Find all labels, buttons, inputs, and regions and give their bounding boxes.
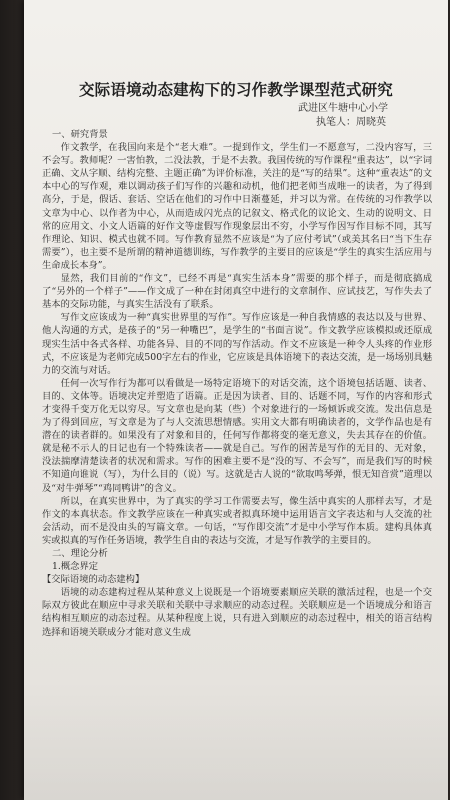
document-body	[42, 128, 432, 639]
paragraph: 语境的动态建构过程从某种意义上说既是一个语境要素顺应关联的激活过程，也是一个交际双方彼此在顺应中寻求关联和关联中寻求顺应的动态过程。关联顺应是一个语境成分和语言结构相互顺应的动态过程。从某种程度上说，只有进入到顺应的动态过程中，相关的语言结构选择和语境关联成分才能对意义生成	[42, 587, 432, 638]
paragraph: 写作文应该成为一种“真实世界里的写作”。写作应该是一种自我情感的表达以及与世界、他人沟通的方式，是孩子的“另一种嘴巴”，是学生的“书面言说”。作文教学应该模拟或还原成现实生活中各式各样、功能各异、目的不同的写作活动。作文不应该是一种令人头疼的作业形式，不应该是为老师完成500字左右的作业，它应该是具体语境下的表达交流，是一场场别具魅力的交流与对话。	[42, 312, 432, 376]
term-heading: 【交际语境的动态建构】	[42, 574, 145, 586]
subsection-heading-definition: 1.概念界定	[52, 561, 99, 573]
paragraph: 显然，我们目前的“作文”，已经不再是“真实生活本身”需要的那个样子，而是彻底搞成了“另外的一个样子”——作文成了一种在封闭真空中进行的文章制作、应试技艺，写作失去了基本的交际功能，与真实生活没有了联系。	[42, 273, 432, 311]
document-page	[24, 0, 448, 800]
paragraph: 作文教学，在我国向来是个“老大难”。一提到作文，学生们一不愿意写，二没内容写，三不会写。教师呢？一害怕教，二没法教，于是不去教。我国传统的写作课程“重表达”，以“字词正确、文从字顺、结构完整、主题正确”为评价标准，关注的是“写的结果”。这种“重表达”的文本中心的写作观，难以调动孩子们写作的兴趣和动机，他们把老师当成唯一的读者，为了得到高分，于是，假话、套话、空话在他们的习作中日渐蔓延，并习以为常。在传统的习作教学以文章为中心、以作者为中心，从而造成闪光点的记叙文、格式化的议论文、生动的说明文、日常的应用文、小文人语篇的好作文等虚假写作现象层出不穷，小学写作因写作目标不同，其写作理论、知识、模式也就不同。写作教育显然不应该是“为了应付考试”（或美其名曰“当下生存需要”），也主要不是所谓的精神道德训练，写作教学的主要目的应该是“学生的真实生活应用与生命成长本身”。	[42, 142, 432, 271]
paragraph: 所以，在真实世界中，为了真实的学习工作需要去写，像生活中真实的人那样去写，才是作文的本真状态。作文教学应该在一种真实或者拟真环境中运用语言文字表达和与人交流的社会活动，而不是没由头的写篇文章。一句话，“写作即交流”才是中小学写作本质。建构具体真实或拟真的写作任务语境，教学生自由的表达与交流，才是写作教学的主要目的。	[42, 495, 432, 546]
school-name: 武进区牛塘中心小学	[298, 103, 388, 114]
author-line: 执笔人：周晓英	[316, 117, 386, 128]
page-shadow	[24, 680, 448, 800]
paragraph: 任何一次写作行为都可以看做是一场特定语境下的对话交流，这个语境包括话题、读者、目的、文体等。语境决定并塑造了语篇。正是因为读者、目的、话题不同，写作的内容和形式才变得千变万化无以穷尽。写文章也是向某（些）个对象进行的一场倾诉或交流。发出信息是为了得到回应，写文章是为了与人交流思想情感。实用文大都有明确读者的，文学作品也是有潜在的读者群的。如果没有了对象和目的，任何写作都将变的毫无意义，失去其存在的价值。就是秘不示人的日记也有一个特殊读者——就是自己。写作的困苦是写作的无目的、无对象，没法揣摩清楚读者的状况和需求。写作的困难主要不是“没的写、不会写”，而是我们写的时候不知道向谁说（写），为什么目的（说）写。这就是古人说的“欲取鸣琴弹，恨无知音赏”道理以及“对牛弹琴”“鸡同鸭讲”的含义。	[42, 377, 432, 494]
section-heading-theory: 二、理论分析	[52, 548, 108, 559]
section-heading-background: 一、研究背景	[52, 129, 108, 140]
document-title: 交际语境动态建构下的习作教学课型范式研究	[78, 80, 393, 99]
